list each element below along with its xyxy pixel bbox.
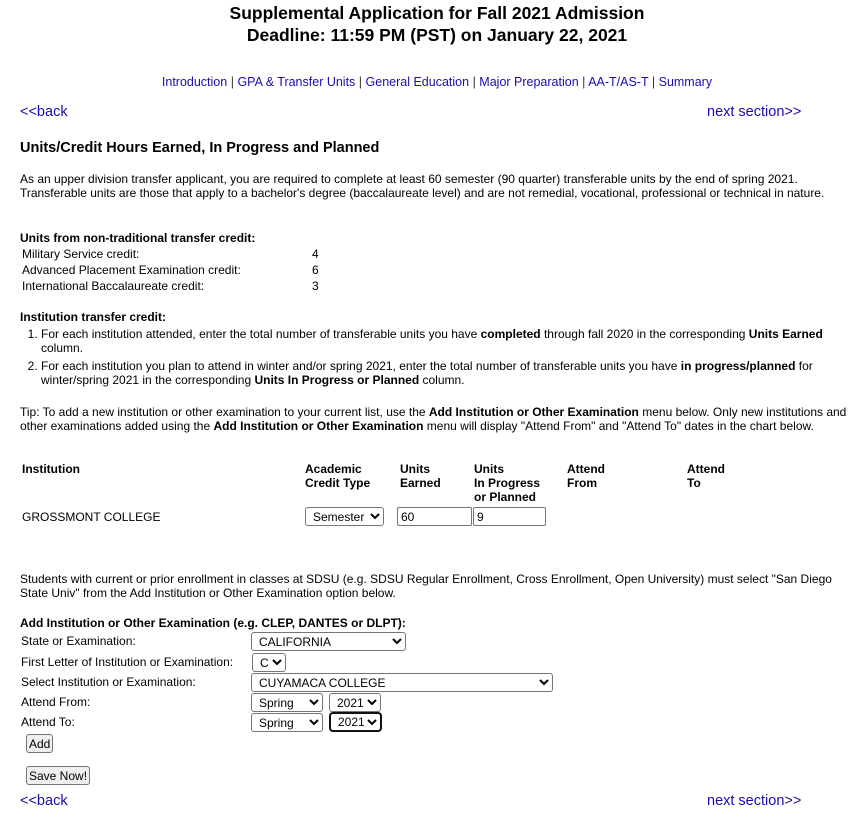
nav-major-preparation[interactable]: Major Preparation	[479, 75, 579, 89]
col-header-credit-type: Academic Credit Type	[305, 462, 371, 490]
next-section-link-top[interactable]: next section>>	[707, 104, 802, 120]
tip-paragraph: Tip: To add a new institution or other examination to your current list, use the Add Institution or Other Examination menu below. Only new institutions and other examinations added using the Add Institution or Other Examination menu will display "Attend From" and "Attend To" dates in the chart below.	[20, 405, 847, 433]
nav-summary[interactable]: Summary	[658, 75, 713, 89]
intro-paragraph: As an upper division transfer applicant, you are required to complete at least 60 semester (90 quarter) transferable units by the end of spring 2021. Transferable units are those that apply to a bachelor's degree (baccalaureate level) and are not remedial, vocational, professional or technical in nature.	[20, 172, 825, 200]
col-header-institution: Institution	[22, 462, 80, 476]
col-header-units-earned: Units Earned	[400, 462, 441, 490]
nav-general-education[interactable]: General Education	[365, 75, 470, 89]
attend-to-year-select[interactable]	[329, 712, 382, 732]
attend-to-term-select[interactable]	[251, 713, 323, 732]
attend-from-year-select[interactable]	[329, 693, 381, 712]
institution-select[interactable]	[251, 673, 553, 692]
ap-credit-label: Advanced Placement Examination credit:	[22, 263, 241, 277]
units-earned-input[interactable]	[397, 507, 472, 526]
ap-credit-value: 6	[312, 263, 319, 277]
add-institution-heading: Add Institution or Other Examination (e.g. CLEP, DANTES or DLPT):	[20, 616, 406, 630]
select-institution-label: Select Institution or Examination:	[21, 675, 196, 689]
military-credit-value: 4	[312, 247, 319, 261]
save-now-button[interactable]: Save Now!	[26, 766, 90, 785]
page-title-line1: Supplemental Application for Fall 2021 Admission	[229, 3, 645, 23]
nav-separator: |	[472, 75, 476, 89]
first-letter-label: First Letter of Institution or Examination:	[21, 655, 234, 669]
nav-separator: |	[651, 75, 656, 89]
next-section-link-bottom[interactable]: next section>>	[707, 793, 802, 809]
ib-credit-label: International Baccalaureate credit:	[22, 279, 205, 293]
nav-separator: |	[358, 75, 363, 89]
back-link-top[interactable]: <<back	[20, 104, 68, 120]
nav-introduction[interactable]: Introduction	[161, 75, 228, 89]
military-credit-label: Military Service credit:	[22, 247, 140, 261]
ib-credit-value: 3	[312, 279, 319, 293]
state-select[interactable]	[251, 632, 406, 651]
institution-instructions	[20, 328, 850, 392]
attend-from-label: Attend From:	[21, 695, 91, 709]
state-label: State or Examination:	[21, 634, 136, 648]
first-letter-select[interactable]	[252, 653, 286, 672]
page-title-line2: Deadline: 11:59 PM (PST) on January 22, 2021	[246, 25, 628, 45]
col-header-units-in-progress: Units In Progress or Planned	[474, 462, 541, 504]
units-in-progress-input[interactable]	[473, 507, 546, 526]
section-heading: Units/Credit Hours Earned, In Progress and Planned	[20, 140, 380, 156]
nav-separator: |	[230, 75, 234, 89]
institution-name: GROSSMONT COLLEGE	[22, 510, 161, 524]
attend-from-term-select[interactable]	[251, 693, 323, 712]
nav-aat-ast[interactable]: AA-T/AS-T	[588, 75, 649, 89]
instruction-step-1: 1. For each institution attended, enter the total number of transferable units you have completed through fall 2020 in the corresponding Units Earned column.	[41, 328, 850, 355]
add-button[interactable]: Add	[26, 734, 53, 753]
nav-gpa-transfer-units[interactable]: GPA & Transfer Units	[237, 75, 356, 89]
back-link-bottom[interactable]: <<back	[20, 793, 68, 809]
nontraditional-heading: Units from non-traditional transfer credit:	[20, 231, 256, 245]
nav-separator: |	[582, 75, 586, 89]
instruction-step-2: 2. For each institution you plan to attend in winter and/or spring 2021, enter the total number of transferable units you have in progress/planned for winter/spring 2021 in the corresponding Units In Progress or Planned column.	[41, 360, 850, 387]
col-header-attend-from: Attend From	[567, 462, 605, 490]
attend-to-label: Attend To:	[21, 715, 75, 729]
credit-type-select[interactable]	[305, 507, 384, 526]
institution-credit-heading: Institution transfer credit:	[20, 310, 167, 324]
col-header-attend-to: Attend To	[687, 462, 725, 490]
sdsu-enrollment-note: Students with current or prior enrollment in classes at SDSU (e.g. SDSU Regular Enrollment, Cross Enrollment, Open University) must select "San Diego State Univ" from the Add Institution or Other Examination option below.	[20, 572, 832, 600]
section-nav	[0, 75, 850, 89]
